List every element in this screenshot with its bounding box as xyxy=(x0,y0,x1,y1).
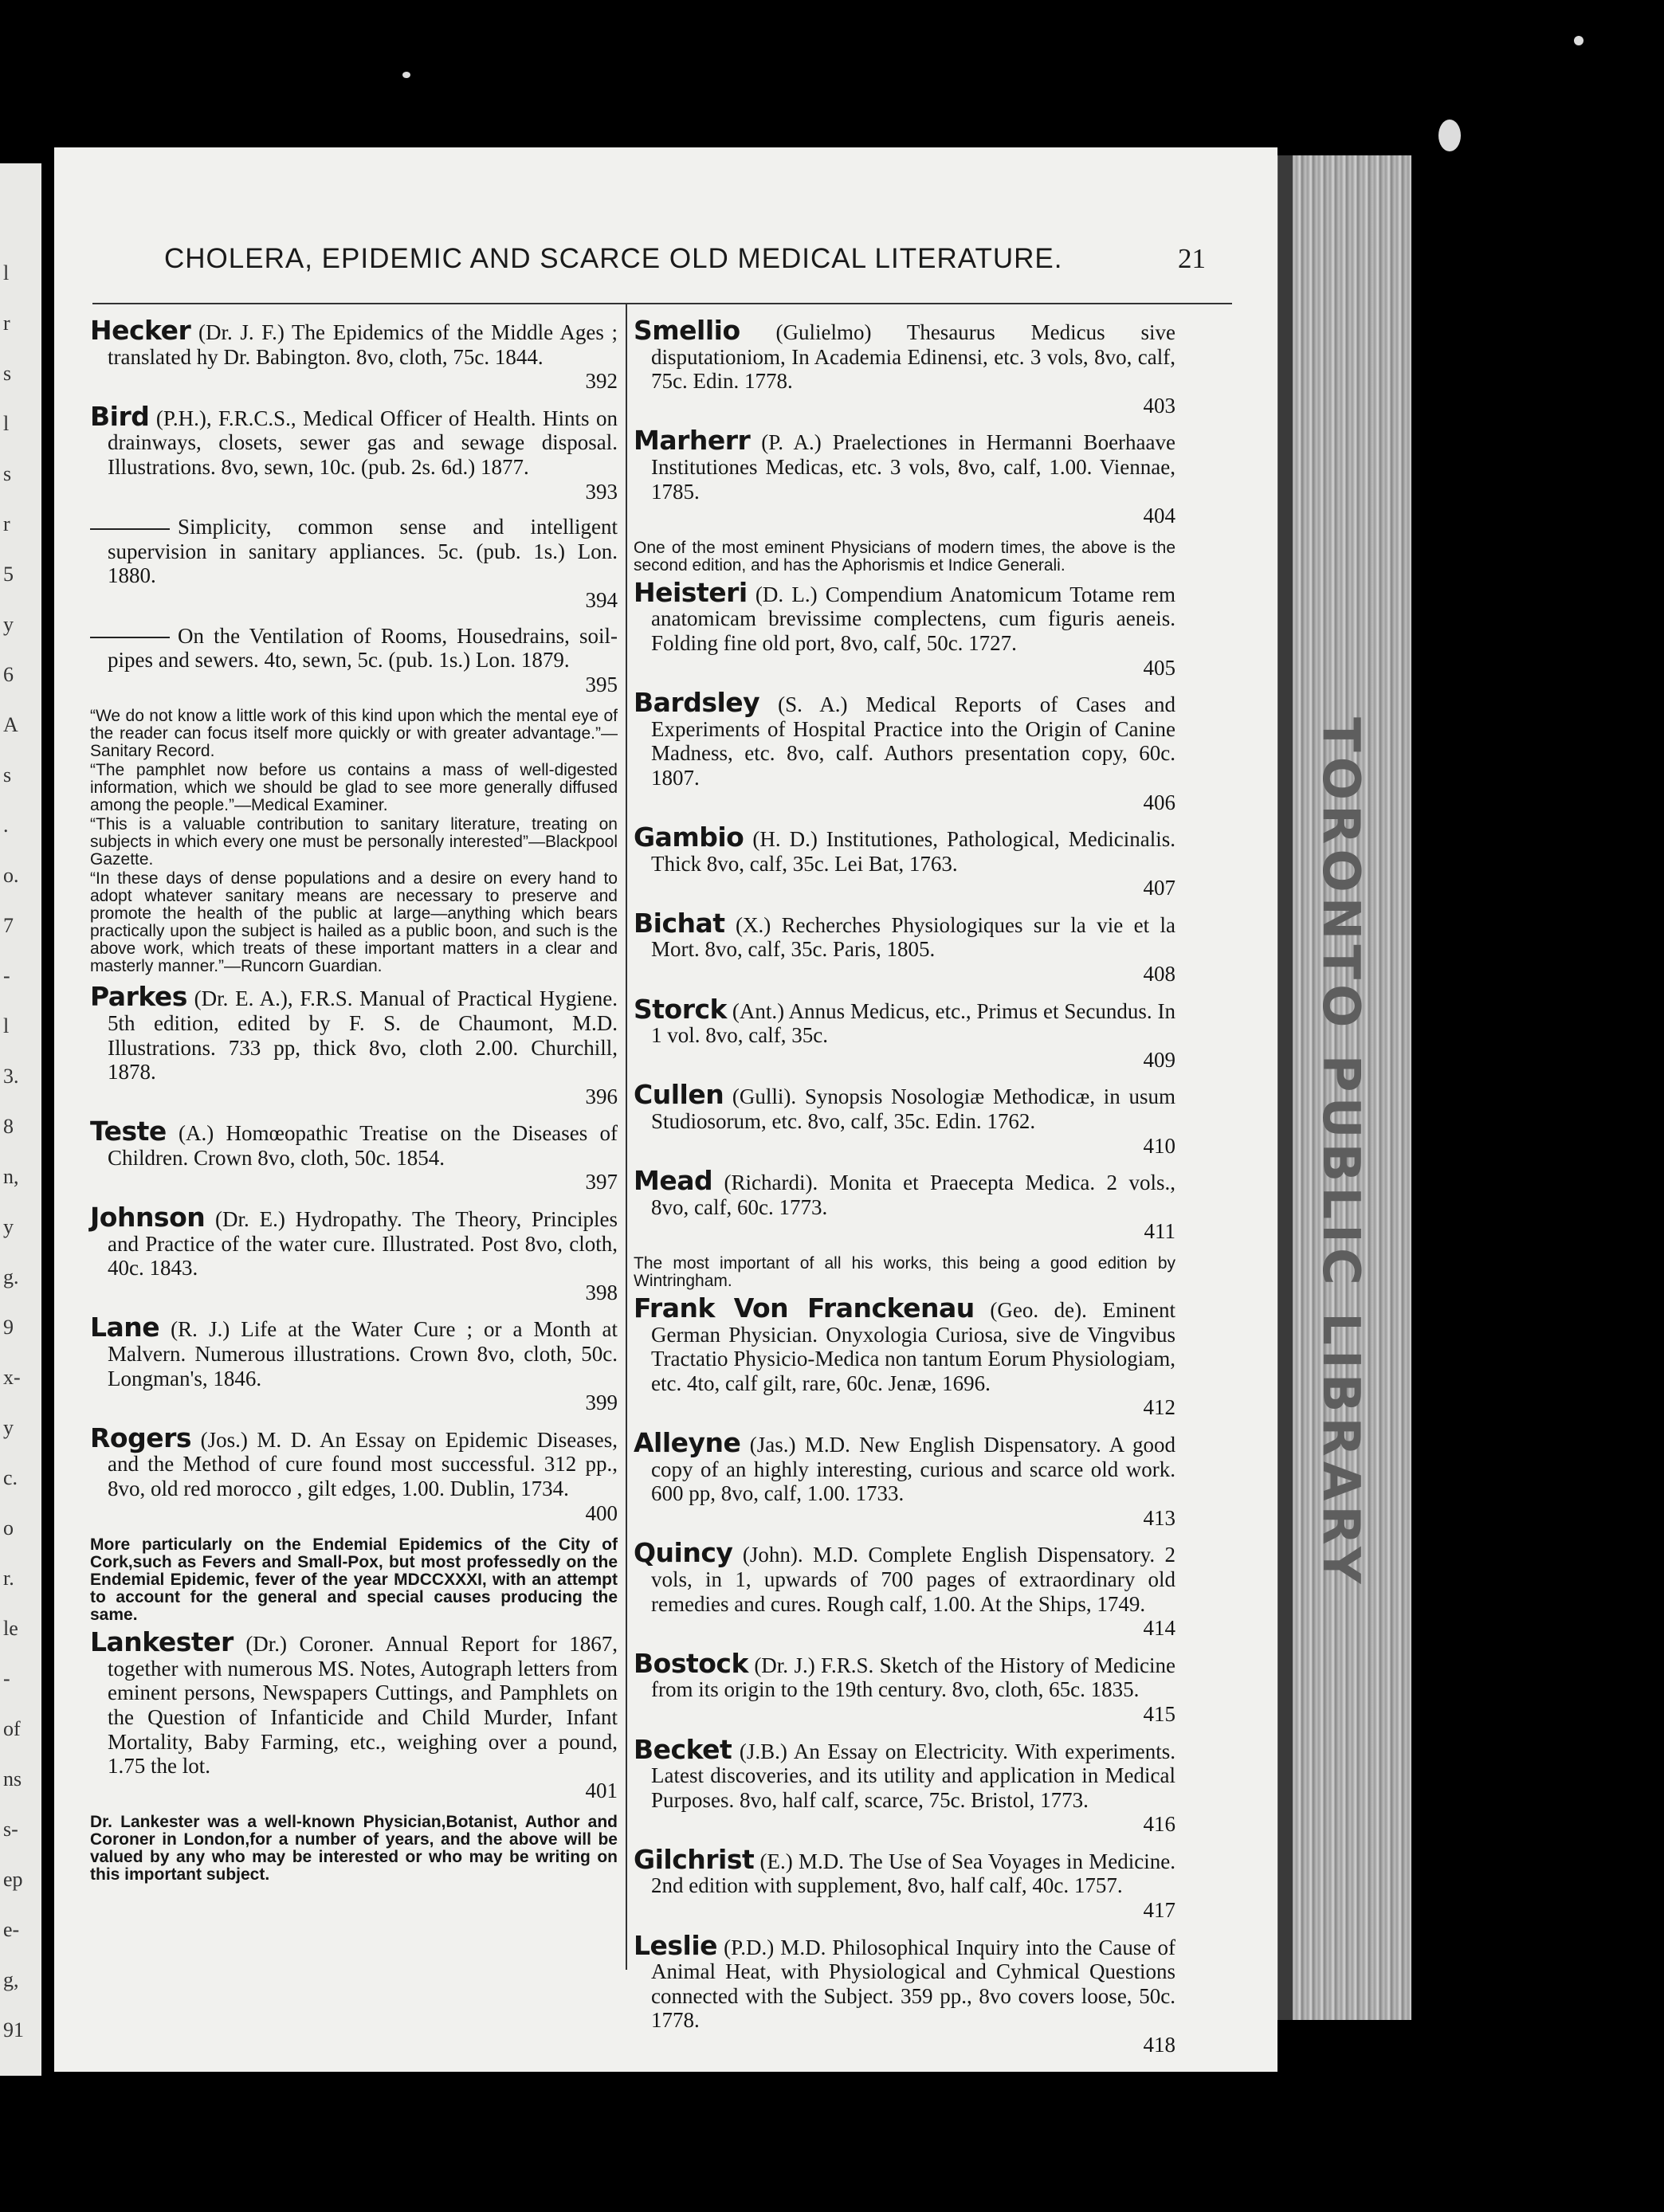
left-page-fragment: of xyxy=(3,1717,21,1740)
left-page-fragment: l xyxy=(3,412,10,435)
left-page-fragment: l xyxy=(3,261,10,284)
entry-author: Frank Von Franckenau xyxy=(634,1292,975,1324)
left-page-fragment: l xyxy=(3,1014,10,1037)
catalogue-entry xyxy=(90,400,618,504)
lot-number: 400 xyxy=(585,1500,618,1525)
left-page-fragment: r. xyxy=(3,1567,14,1590)
entry-author: Leslie xyxy=(634,1929,718,1961)
left-page-fragment: s xyxy=(3,462,12,485)
catalogue-entry xyxy=(634,315,1175,418)
library-stamp-text: TORONTO PUBLIC LIBRARY xyxy=(1311,717,1370,1589)
catalogue-entry xyxy=(90,1422,618,1525)
entry-text: (Geo. de). Eminent German Physician. Onyxologia Curiosa, sive de Vingvibus Tractatio Physicio-Medica non tantum Eorum Physiologiam, etc. 4to, calf gilt, rare, 60c. Jenæ, 1696. xyxy=(651,1298,1175,1395)
entry-author: Hecker xyxy=(90,315,191,346)
entry-text: (Dr. J. F.) The Epidemics of the Middle Ages ; translated hy Dr. Babington. 8vo, cloth, 75c. 1844. xyxy=(108,320,618,369)
catalogue-entry xyxy=(90,1312,618,1415)
entry-text: (Dr.) Coroner. Annual Report for 1867, together with numerous MS. Notes, Autograph letters from eminent persons, Newspapers Cuttings, and Pamphlets on the Question of Infanticide and Child Murder, Infant Mortality, Baby Farming, etc., weighing over a pound, 1.75 the lot. xyxy=(108,1632,618,1779)
edge-shadow xyxy=(1278,155,1293,2020)
press-quote: “The pamphlet now before us contains a mass of well-digested information, which we should be glad to see more generally diffused among the people.”—Medical Examiner. xyxy=(90,761,618,815)
left-page-fragment: n, xyxy=(3,1165,19,1188)
entry-author: Rogers xyxy=(90,1422,192,1453)
left-page-fragment: g, xyxy=(3,1968,19,1991)
catalogue-page xyxy=(54,147,1277,2072)
lot-number: 416 xyxy=(1143,1812,1175,1837)
left-page-fragment: s xyxy=(3,362,12,385)
press-quote: “In these days of dense populations and a desire on every hand to adopt whatever sanitary means are necessary to preserve and promote the health of the public at large—anything which bears practically upon the subject is hailed as a public boon, and such is the above work, which treats of these important matters in a clear and masterly manner.”—Runcorn Guardian. xyxy=(90,869,618,976)
catalogue-entry xyxy=(90,1202,618,1304)
rogers-note: More particularly on the Endemial Epidemics of the City of Cork,such as Fevers and Small-Pox, but most professedly on the Endemial Epidemic, fever of the year MDCCXXXI, with an attempt to account for the general and special causes producing the same. xyxy=(90,1535,618,1625)
left-page-fragment: r xyxy=(3,312,10,335)
catalogue-entry xyxy=(634,576,1175,680)
lot-number: 417 xyxy=(1143,1898,1175,1923)
lot-number: 397 xyxy=(585,1170,618,1194)
lot-number: 395 xyxy=(585,672,618,696)
entry-author: Mead xyxy=(634,1165,713,1197)
catalogue-entry xyxy=(90,315,618,394)
catalogue-entry xyxy=(90,515,618,612)
left-page-fragment: y xyxy=(3,1215,14,1238)
entry-author: Johnson xyxy=(90,1202,206,1233)
lot-number: 404 xyxy=(1143,504,1175,528)
press-quotes xyxy=(90,708,618,975)
catalogue-entry xyxy=(634,1165,1175,1244)
entry-text: (Richardi). Monita et Praecepta Medica. 2 vols., 8vo, calf, 60c. 1773. xyxy=(651,1171,1175,1219)
lankester-note: Dr. Lankester was a well-known Physician,Botanist, Author and Coroner in London,for a number of years, and the above will be valued by any who may be interested or who may be writing on this important subject. xyxy=(90,1813,618,1885)
entry-author: Bardsley xyxy=(634,687,760,719)
catalogue-entry xyxy=(634,1647,1175,1727)
left-column xyxy=(90,315,618,1890)
lot-number: 406 xyxy=(1143,790,1175,814)
entry-author: Bostock xyxy=(634,1647,748,1679)
left-page-fragment: o xyxy=(3,1516,14,1539)
lot-number: 403 xyxy=(1143,393,1175,418)
entry-text: (Jos.) M. D. An Essay on Epidemic Diseases, and the Method of cure found most successful. 312 pp., 8vo, old red morocco , gilt edges, 1.00. Dublin, 1734. xyxy=(108,1427,618,1500)
lot-number: 409 xyxy=(1143,1047,1175,1072)
left-page-fragment: r xyxy=(3,512,10,535)
lot-number: 399 xyxy=(585,1390,618,1415)
lot-number: 411 xyxy=(1144,1219,1175,1244)
entry-text: (Dr. E.) Hydropathy. The Theory, Principles and Practice of the water cure. Illustrated. Post 8vo, cloth, 40c. 1843. xyxy=(108,1207,618,1281)
left-page-fragment: 8 xyxy=(3,1115,14,1138)
header-rule xyxy=(92,303,1232,304)
catalogue-entry xyxy=(634,1733,1175,1837)
left-page-fragment: ns xyxy=(3,1767,22,1790)
catalogue-entry xyxy=(90,1626,618,1802)
lot-number: 413 xyxy=(1143,1505,1175,1530)
entry-text: (Gulielmo) Thesaurus Medicus sive disputationiom, In Academia Edinensi, etc. 3 vols, 8vo, calf, 75c. Edin. 1778. xyxy=(651,320,1175,394)
lot-number: 405 xyxy=(1143,655,1175,680)
entry-text: (P.D.) M.D. Philosophical Inquiry into the Cause of Animal Heat, with Physiological and Cyhmical Questions connected with the Subject. 359 pp., 8vo covers loose, 50c. 1778. xyxy=(651,1935,1175,2033)
lot-number: 392 xyxy=(585,369,618,394)
entry-text: (P. A.) Praelectiones in Hermanni Boerhaave Institutiones Medicas, etc. 3 vols, 8vo, calf, 1.00. Viennae, 1785. xyxy=(651,430,1175,504)
left-page-fragment: 91 xyxy=(3,2018,24,2041)
left-page-fragment: ep xyxy=(3,1868,23,1891)
left-page-fragment: - xyxy=(3,1667,10,1690)
lot-number: 408 xyxy=(1143,962,1175,986)
catalogue-entry xyxy=(634,425,1175,528)
catalogue-entry xyxy=(634,1426,1175,1530)
entry-text: (Ant.) Annus Medicus, etc., Primus et Secundus. In 1 vol. 8vo, calf, 35c. xyxy=(651,998,1175,1048)
catalogue-entry xyxy=(634,907,1175,986)
lot-number: 401 xyxy=(585,1778,618,1802)
entry-text: On the Ventilation of Rooms, Housedrains, soil-pipes and sewers. 4to, sewn, 5c. (pub. 1s.) Lon. 1879. xyxy=(108,623,618,673)
entry-text: (E.) M.D. The Use of Sea Voyages in Medicine. 2nd edition with supplement, 8vo, half calf, 40c. 1757. xyxy=(651,1849,1175,1898)
ditto-dash xyxy=(90,528,170,530)
entry-text: (Dr. E. A.), F.R.S. Manual of Practical Hygiene. 5th edition, edited by F. S. de Chaumont, M.D. Illustrations. 733 pp, thick 8vo, cloth 2.00. Churchill, 1878. xyxy=(108,986,618,1084)
entry-author: Lane xyxy=(90,1312,160,1343)
entry-text: (H. D.) Institutiones, Pathological, Medicinalis. Thick 8vo, calf, 35c. Lei Bat, 1763. xyxy=(651,827,1175,876)
speck xyxy=(1574,36,1584,45)
left-page-fragment: s- xyxy=(3,1818,18,1841)
entry-text: (A.) Homœopathic Treatise on the Diseases of Children. Crown 8vo, cloth, 50c. 1854. xyxy=(108,1121,618,1170)
lot-number: 418 xyxy=(1143,2033,1175,2057)
left-page-fragment: 6 xyxy=(3,663,14,686)
left-page-fragment: s xyxy=(3,763,12,786)
lot-number: 415 xyxy=(1143,1701,1175,1726)
entry-text: (J.B.) An Essay on Electricity. With experiments. Latest discoveries, and its utility and application in Medical Purposes. 8vo, half calf, scarce, 75c. Bristol, 1773. xyxy=(651,1739,1175,1812)
left-page-fragment: - xyxy=(3,964,10,987)
lot-number: 410 xyxy=(1143,1133,1175,1158)
left-page-fragment: x- xyxy=(3,1366,21,1389)
mead-note: The most important of all his works, this being a good edition by Wintringham. xyxy=(634,1254,1175,1290)
lot-number: 396 xyxy=(585,1084,618,1108)
column-rule xyxy=(626,304,627,1970)
left-page-fragment: . xyxy=(3,814,9,837)
entry-text: (Gulli). Synopsis Nosologiæ Methodicæ, in usum Studiosorum, etc. 8vo, calf, 35c. Edin. 1762. xyxy=(651,1084,1175,1134)
entry-author: Gambio xyxy=(634,822,744,853)
catalogue-entry xyxy=(634,1079,1175,1158)
left-page-fragment: y xyxy=(3,1416,14,1439)
left-page-fragment: c. xyxy=(3,1466,18,1489)
speck xyxy=(1438,120,1461,151)
catalogue-entry xyxy=(634,822,1175,900)
page-number: 21 xyxy=(1178,243,1206,274)
right-column xyxy=(634,315,1175,2069)
catalogue-entry xyxy=(634,1843,1175,1923)
entry-author: Bichat xyxy=(634,907,725,939)
lot-number: 398 xyxy=(585,1280,618,1304)
left-page-fragment: 3. xyxy=(3,1065,19,1088)
left-page-fragment: o. xyxy=(3,864,19,887)
left-page-fragment: A xyxy=(3,713,18,736)
entry-author: Gilchrist xyxy=(634,1843,755,1875)
catalogue-entry xyxy=(90,1116,618,1194)
entry-author: Bird xyxy=(90,400,150,432)
press-quote: “We do not know a little work of this kind upon which the mental eye of the reader can focus itself more quickly or with greater advantage.”—Sanitary Record. xyxy=(90,707,618,761)
entry-text: (D. L.) Compendium Anatomicum Totame rem anatomicam brevissime complectens, cum figuris aeneis. Folding fine old port, 8vo, calf, 50c. 1727. xyxy=(651,582,1175,655)
left-page-fragment: 5 xyxy=(3,563,14,586)
entry-text: (Jas.) M.D. New English Dispensatory. A good copy of an highly interesting, curious and scarce old work. 600 pp, 8vo, calf, 1.00. 1733. xyxy=(651,1432,1175,1506)
ditto-dash xyxy=(90,637,170,638)
lot-number: 394 xyxy=(585,587,618,612)
catalogue-entry xyxy=(634,1929,1175,2057)
catalogue-entry xyxy=(634,1537,1175,1641)
catalogue-entry xyxy=(634,687,1175,814)
entry-text: (X.) Recherches Physiologiques sur la vie et la Mort. 8vo, calf, 35c. Paris, 1805. xyxy=(651,912,1175,962)
marherr-note: One of the most eminent Physicians of modern times, the above is the second edition, and has the Aphorismis et Indice Generali. xyxy=(634,538,1175,575)
entry-author: Parkes xyxy=(90,981,187,1013)
library-stamp xyxy=(1311,717,1407,1594)
entry-text: Simplicity, common sense and intelligent supervision in sanitary appliances. 5c. (pub. 1s.) Lon. 1880. xyxy=(108,515,618,588)
entry-text: (Dr. J.) F.R.S. Sketch of the History of Medicine from its origin to the 19th century. 8vo, cloth, 65c. 1835. xyxy=(651,1653,1175,1702)
entry-author: Smellio xyxy=(634,315,740,346)
left-page-fragment: 9 xyxy=(3,1316,14,1339)
entry-text: (S. A.) Medical Reports of Cases and Experiments of Hospital Practice into the Origin of Canine Madness, etc. 8vo, calf. Authors presentation copy, 60c. 1807. xyxy=(651,692,1175,790)
lot-number: 407 xyxy=(1143,876,1175,900)
entry-author: Marherr xyxy=(634,425,751,457)
left-page-fragment: y xyxy=(3,613,14,636)
entry-author: Teste xyxy=(90,1116,167,1147)
lot-number: 414 xyxy=(1143,1616,1175,1641)
catalogue-entry xyxy=(90,624,618,697)
entry-text: (R. J.) Life at the Water Cure ; or a Month at Malvern. Numerous illustrations. Crown 8vo, cloth, 50c. Longman's, 1846. xyxy=(108,1317,618,1390)
entry-author: Storck xyxy=(634,993,727,1025)
lot-number: 393 xyxy=(585,479,618,504)
entry-author: Heisteri xyxy=(634,576,748,608)
press-quote: “This is a valuable contribution to sanitary literature, treating on subjects in which every one must be personally interested”—Blackpool Gazette. xyxy=(90,815,618,869)
entry-author: Lankester xyxy=(90,1626,234,1658)
entry-author: Quincy xyxy=(634,1537,733,1569)
left-page-fragment: g. xyxy=(3,1265,19,1288)
speck xyxy=(402,72,410,78)
catalogue-entry xyxy=(90,981,618,1108)
entry-author: Becket xyxy=(634,1733,732,1765)
catalogue-entry xyxy=(634,993,1175,1073)
page-header xyxy=(54,243,1277,291)
left-page-fragment: le xyxy=(3,1617,18,1640)
left-page-fragment: 7 xyxy=(3,914,14,937)
lot-number: 412 xyxy=(1143,1395,1175,1420)
running-head: CHOLERA, EPIDEMIC AND SCARCE OLD MEDICAL LITERATURE. xyxy=(164,243,1063,274)
entry-author: Alleyne xyxy=(634,1426,741,1458)
entry-text: (John). M.D. Complete English Dispensatory. 2 vols, in 1, upwards of 700 pages of extraordinary old remedies and cures. Rough calf, 1.00. At the Ships, 1749. xyxy=(651,1543,1175,1616)
entry-text: (P.H.), F.R.C.S., Medical Officer of Health. Hints on drainways, closets, sewer gas and sewage disposal. Illustrations. 8vo, sewn, 10c. (pub. 2s. 6d.) 1877. xyxy=(108,406,618,479)
left-page-fragment: e- xyxy=(3,1918,20,1941)
entry-author: Cullen xyxy=(634,1079,724,1111)
catalogue-entry xyxy=(634,1292,1175,1420)
